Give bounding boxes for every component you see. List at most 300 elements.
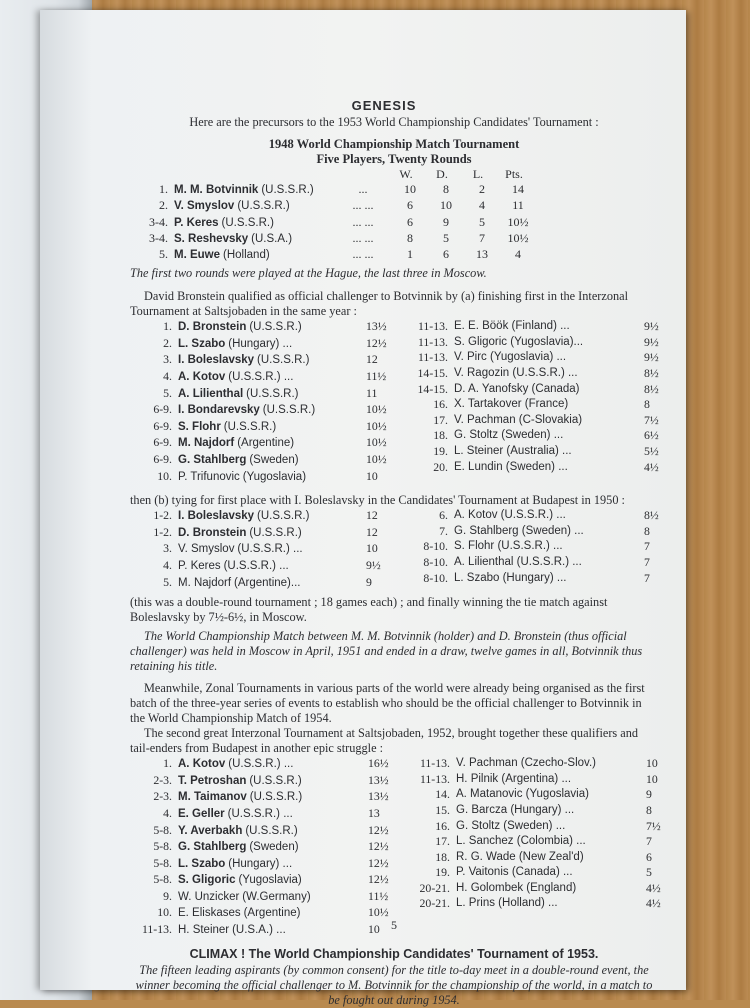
score: 10½ — [366, 418, 387, 433]
table-row — [406, 555, 659, 571]
cell-w: 1 — [407, 247, 413, 262]
table-row — [130, 435, 406, 452]
rank: 4. — [163, 369, 172, 383]
player-name: M. M. Botvinnik — [174, 184, 259, 197]
player-name: G. Stahlberg — [178, 841, 247, 854]
player-entry: H. Pilnik (Argentina) ... — [456, 772, 572, 785]
player — [178, 889, 368, 906]
score: 4½ — [646, 880, 661, 895]
rank: 8-10. — [423, 554, 448, 569]
table-row — [130, 525, 406, 542]
player-country: (U.S.S.R.) — [249, 791, 303, 804]
score: 9½ — [366, 557, 381, 572]
player — [178, 402, 366, 419]
table-row — [406, 335, 659, 351]
rank: 10. — [157, 468, 172, 483]
player-entry: E. Lundin (Sweden) ... — [454, 460, 568, 473]
player-country: (U.S.S.R.) ... — [237, 543, 303, 556]
table-row — [130, 369, 406, 386]
table-row — [406, 460, 659, 476]
cell-pts: 4 — [515, 247, 521, 262]
player-name: S. Flohr — [178, 420, 221, 433]
climax-heading — [130, 945, 658, 963]
score: 7½ — [646, 818, 661, 833]
player-entry: R. G. Wade (New Zeal'd) — [456, 850, 584, 863]
player-entry: L. Steiner (Australia) ... — [454, 444, 572, 457]
rank: 4. — [163, 805, 172, 820]
score: 6½ — [644, 428, 659, 443]
player — [178, 856, 368, 873]
player-country: (Hungary) ... — [228, 337, 293, 350]
score: 12½ — [368, 822, 389, 837]
rank: 3-4. — [149, 230, 168, 245]
player — [178, 789, 368, 806]
player-name: A. Lilienthal — [178, 387, 244, 400]
player — [178, 575, 366, 592]
player-name: I. Boleslavsky — [178, 354, 255, 367]
rank: 2. — [163, 335, 172, 350]
player — [178, 839, 368, 856]
player-country: (Holland) — [223, 249, 270, 262]
cell-pts: 14 — [512, 182, 524, 197]
player-country: (U.S.A.) ... — [232, 924, 286, 937]
table-row — [130, 319, 406, 336]
score: 12 — [366, 508, 378, 523]
leader-dots: ... ... — [352, 230, 374, 245]
player-entry: D. A. Yanofsky (Canada) — [454, 382, 580, 395]
rank: 14. — [435, 787, 450, 802]
table-row — [130, 806, 408, 823]
table-row — [130, 402, 406, 419]
page-content — [130, 98, 661, 1008]
player-entry: V. Pachman (C-Slovakia) — [454, 413, 583, 426]
table2 — [130, 319, 658, 485]
player-country: (U.S.S.R.) — [257, 354, 310, 367]
rank: 10. — [157, 905, 172, 920]
table-row — [130, 541, 406, 558]
table1-header — [388, 167, 658, 182]
player-entry: A. Lilienthal (U.S.S.R.) ... — [454, 555, 582, 568]
player-entry: H. Golombek (England) — [456, 881, 577, 894]
table-row — [406, 508, 659, 524]
score: 8 — [644, 523, 650, 538]
zonal-paragraph: Meanwhile, Zonal Tournaments in various parts of the world were already being organised as the first batch of the three-year series of events to establish who should be the official challenger to Botvinnik in the World Championship Match of 1954. — [130, 681, 645, 726]
player-entry: A. Kotov (U.S.S.R.) ... — [454, 509, 566, 522]
rank: 8-10. — [423, 570, 448, 585]
rank: 1-2. — [153, 508, 172, 523]
player-entry: L. Szabo (Hungary) ... — [454, 571, 567, 584]
score: 12½ — [368, 872, 389, 887]
score: 12½ — [368, 855, 389, 870]
rank: 6. — [439, 508, 448, 523]
player-country: (U.S.S.R.) — [237, 200, 290, 213]
table-row — [408, 850, 661, 866]
score: 6 — [646, 849, 652, 864]
score: 13 — [368, 805, 380, 820]
rank: 16. — [433, 397, 448, 412]
rank: 11-13. — [419, 756, 450, 771]
rank: 5-8. — [153, 872, 172, 887]
player-name: V. Smyslov — [174, 200, 235, 213]
table-row — [408, 819, 661, 835]
player-name: S. Gligoric — [178, 874, 236, 887]
score: 10 — [646, 771, 658, 786]
table-row — [130, 756, 408, 773]
rank: 5. — [163, 385, 172, 400]
player-entry: A. Matanovic (Yugoslavia) — [456, 788, 589, 801]
table-row — [130, 419, 406, 436]
leader-dots: ... ... — [352, 198, 374, 213]
table-row — [130, 789, 408, 806]
header-pts: Pts. — [505, 167, 523, 181]
rank: 5. — [159, 247, 168, 262]
player-name: D. Bronstein — [178, 321, 247, 334]
player-name: W. Unzicker — [178, 890, 240, 903]
player-country: (Argentine) — [237, 437, 295, 450]
table-row — [130, 215, 658, 231]
score: 8½ — [644, 508, 659, 523]
player-country: (Hungary) ... — [228, 857, 293, 870]
table-row — [130, 508, 406, 525]
table3-left — [130, 508, 406, 591]
climax-text: The fifteen leading aspirants (by common consent) for the title to-day meet in a double-round event, the winner becoming the official challenger to M. Botvinnik for the championship of the world, in a match to be fought out during 1954. — [135, 962, 653, 1007]
player-name: D. Bronstein — [178, 526, 247, 539]
player — [178, 452, 366, 469]
table-row — [406, 413, 659, 429]
rank: 14-15. — [417, 381, 448, 396]
rank: 3. — [163, 352, 172, 367]
player-country: (U.S.S.R.) — [246, 387, 299, 400]
player-name: I. Bondarevsky — [178, 404, 260, 417]
player-name: L. Szabo — [178, 857, 226, 870]
player-name: M. Najdorf — [178, 576, 232, 589]
player-name: T. Petroshan — [178, 774, 247, 787]
intro-text: Here are the precursors to the 1953 World Championship Candidates' Tournament : — [189, 115, 599, 129]
score: 9½ — [644, 350, 659, 365]
cell-l: 4 — [479, 198, 485, 213]
player-name: E. Eliskases — [178, 907, 241, 920]
player — [178, 806, 368, 823]
cell-l: 2 — [479, 182, 485, 197]
table-row — [130, 336, 406, 353]
double-round-paragraph: (this was a double-round tournament ; 18 games each) ; and finally winning the tie match against Boleslavsky by 7½-6½, in Moscow. — [130, 595, 608, 625]
player — [178, 319, 366, 336]
player-entry: S. Flohr (U.S.S.R.) ... — [454, 540, 563, 553]
player-entry: X. Tartakover (France) — [454, 398, 569, 411]
rank: 3-4. — [149, 214, 168, 229]
player — [178, 508, 366, 525]
rank: 14-15. — [417, 366, 448, 380]
header-w: W. — [399, 167, 413, 181]
player-name: G. Stahlberg — [178, 453, 247, 466]
rank: 3. — [163, 541, 172, 556]
table4-right — [408, 756, 661, 939]
score: 4½ — [644, 459, 659, 474]
table-row — [406, 350, 659, 366]
rank: 11-13. — [417, 334, 448, 349]
player — [178, 756, 368, 773]
player — [178, 823, 368, 840]
rank: 2-3. — [153, 772, 172, 787]
player-entry: V. Ragozin (U.S.S.R.) ... — [454, 367, 578, 379]
score: 9½ — [644, 334, 659, 349]
player-country: (U.S.S.R.) — [221, 216, 274, 229]
player — [174, 182, 334, 198]
score: 7 — [644, 554, 650, 569]
score: 9 — [366, 574, 372, 589]
rank: 2-3. — [153, 789, 172, 804]
player-country: (U.S.S.R.) ... — [227, 807, 293, 820]
table-row — [406, 571, 659, 587]
rank: 18. — [433, 428, 448, 443]
table-row — [408, 834, 661, 850]
table-row — [408, 756, 661, 772]
player — [178, 352, 366, 369]
score: 9 — [646, 787, 652, 802]
rank: 9. — [163, 888, 172, 903]
rank: 20. — [433, 459, 448, 474]
player-name: A. Kotov — [178, 758, 226, 771]
player-entry: G. Stahlberg (Sweden) ... — [454, 524, 584, 537]
cell-l: 7 — [479, 230, 485, 245]
table1-rows — [130, 182, 658, 263]
qualified-paragraph: David Bronstein qualified as official challenger to Botvinnik by (a) finishing first in the Interzonal Tournament at Saltsjobaden in the same year : — [130, 289, 629, 319]
score: 5 — [646, 865, 652, 880]
rank: 6-9. — [153, 435, 172, 450]
player — [178, 469, 366, 486]
rank: 15. — [435, 802, 450, 817]
table-row — [130, 231, 658, 247]
player — [174, 215, 334, 231]
rank: 8-10. — [423, 539, 448, 554]
player-name: V. Smyslov — [178, 543, 235, 556]
cell-d: 9 — [443, 214, 449, 229]
player-country: (U.S.S.R.) ... — [223, 559, 289, 572]
rank: 18. — [435, 849, 450, 864]
player — [178, 419, 366, 436]
score: 7 — [644, 539, 650, 554]
player-entry: L. Prins (Holland) ... — [456, 897, 558, 910]
cell-pts: 11 — [512, 198, 524, 213]
player-country: (U.S.S.R.) — [261, 184, 314, 197]
table2-left — [130, 319, 406, 485]
player-country: (U.S.S.R.) — [223, 420, 277, 433]
player-name: M. Euwe — [174, 249, 221, 262]
player-country: (Argentine) — [243, 907, 301, 920]
leader-dots: ... — [358, 182, 368, 197]
cell-l: 5 — [479, 214, 485, 229]
player-entry: G. Stoltz (Sweden) ... — [456, 819, 566, 832]
leader-dots: ... ... — [352, 247, 374, 262]
cell-w: 6 — [407, 198, 413, 213]
table-row — [130, 452, 406, 469]
rank: 11-13. — [419, 771, 450, 786]
table-row — [130, 839, 408, 856]
player — [178, 773, 368, 790]
player-country: (W.Germany) — [242, 890, 311, 903]
score: 8 — [644, 397, 650, 412]
player-country: (Yugoslavia) — [238, 874, 302, 887]
player-country: (U.S.S.R.) — [249, 526, 302, 539]
cell-w: 6 — [407, 214, 413, 229]
rank: 5-8. — [153, 839, 172, 854]
table-row — [130, 889, 408, 906]
table-row — [130, 386, 406, 403]
table-row — [408, 803, 661, 819]
player-entry: P. Vaitonis (Canada) ... — [456, 866, 573, 879]
score: 10½ — [366, 402, 387, 417]
score: 10½ — [366, 435, 387, 450]
table-row — [130, 247, 658, 263]
cell-pts: 10½ — [507, 230, 529, 245]
player-name: E. Geller — [178, 807, 225, 820]
score: 12 — [366, 352, 378, 367]
table-row — [130, 469, 406, 486]
rank: 5. — [163, 574, 172, 589]
player-entry: S. Gligoric (Yugoslavia)... — [454, 335, 584, 348]
rank: 7. — [439, 523, 448, 538]
player — [178, 336, 366, 353]
table1-subtitle: Five Players, Twenty Rounds — [316, 152, 472, 166]
table-row — [406, 539, 659, 555]
score: 11½ — [368, 888, 389, 903]
score: 10½ — [368, 905, 389, 920]
page-number: 5 — [391, 918, 397, 932]
score: 12½ — [368, 839, 389, 854]
table3-right — [406, 508, 659, 591]
rank: 19. — [435, 865, 450, 880]
score: 13½ — [366, 319, 387, 334]
table-row — [406, 319, 659, 335]
cell-d: 10 — [440, 198, 452, 213]
player-entry: E. E. Böök (Finland) ... — [454, 320, 570, 333]
table-row — [408, 881, 661, 897]
player-name: P. Trifunovic — [178, 470, 240, 483]
score: 8 — [646, 802, 652, 817]
table-row — [130, 856, 408, 873]
rank: 1. — [163, 756, 172, 771]
table-row — [130, 182, 658, 198]
player-country: (U.S.S.R.) — [245, 824, 298, 837]
player — [178, 369, 366, 386]
player — [178, 872, 368, 889]
player — [178, 541, 366, 558]
player-country: (U.S.S.R.) — [249, 774, 302, 787]
player-name: H. Steiner — [178, 924, 230, 937]
table-row — [130, 823, 408, 840]
table-row — [408, 772, 661, 788]
score: 12 — [366, 524, 378, 539]
rank: 4. — [163, 557, 172, 572]
rank: 1. — [163, 319, 172, 334]
table-row — [130, 872, 408, 889]
player — [178, 558, 366, 575]
rank: 5-8. — [153, 822, 172, 837]
score: 10½ — [366, 451, 387, 466]
score: 12½ — [366, 335, 387, 350]
table-row — [130, 352, 406, 369]
score: 9½ — [644, 319, 659, 334]
player-entry: L. Sanchez (Colombia) ... — [456, 835, 586, 848]
score: 10 — [646, 756, 658, 771]
match-paragraph: The World Championship Match between M. M. Botvinnik (holder) and D. Bronstein (thus official challenger) was held in Moscow in April, 1951 and ended in a draw, twelve games in all, Botvinnik thus retaining his title. — [130, 629, 643, 674]
score: 10 — [366, 468, 378, 483]
player-entry: V. Pachman (Czecho-Slov.) — [456, 757, 596, 770]
player-name: L. Szabo — [178, 337, 226, 350]
table-row — [130, 773, 408, 790]
player-country: (U.S.S.R.) — [257, 510, 310, 523]
leader-dots: ... ... — [352, 214, 374, 229]
score: 13½ — [368, 789, 389, 804]
player-country: (Argentine)... — [234, 576, 301, 589]
rank: 5-8. — [153, 855, 172, 870]
player — [174, 198, 334, 214]
table-row — [406, 382, 659, 398]
header-d: D. — [436, 167, 448, 181]
header-l: L. — [472, 167, 484, 181]
score: 8½ — [644, 381, 659, 396]
score: 7 — [644, 570, 650, 585]
score: 13½ — [368, 772, 389, 787]
table-row — [130, 558, 406, 575]
cell-w: 8 — [407, 230, 413, 245]
player-name: I. Boleslavsky — [178, 510, 255, 523]
score: 7 — [646, 834, 652, 849]
player-entry: G. Barcza (Hungary) ... — [456, 803, 575, 816]
score: 11½ — [366, 369, 387, 383]
player-name: P. Keres — [174, 216, 219, 229]
rank: 2. — [159, 198, 168, 213]
rank: 20-21. — [419, 880, 450, 895]
table2-right — [406, 319, 659, 485]
rank: 16. — [435, 818, 450, 833]
tying-paragraph: then (b) tying for first place with I. Boleslavsky in the Candidates' Tournament at Budapest in 1950 : — [130, 493, 625, 508]
cell-w: 10 — [404, 182, 416, 197]
table1-note: The first two rounds were played at the Hague, the last three in Moscow. — [130, 266, 487, 281]
player-name: S. Reshevsky — [174, 232, 249, 245]
player — [174, 247, 334, 263]
cell-d: 6 — [443, 247, 449, 262]
player-entry: G. Stoltz (Sweden) ... — [454, 429, 564, 442]
table-row — [406, 428, 659, 444]
player — [174, 231, 334, 247]
cell-d: 5 — [443, 230, 449, 245]
rank: 17. — [433, 412, 448, 427]
player-country: (Sweden) — [249, 453, 299, 466]
player-country: (U.S.A.) — [251, 232, 293, 245]
player — [178, 386, 366, 403]
score: 10 — [366, 541, 378, 556]
cell-d: 8 — [443, 182, 449, 197]
rank: 1. — [159, 182, 168, 197]
table1-title: 1948 World Championship Match Tournament — [268, 137, 520, 151]
rank: 11-13. — [417, 350, 448, 365]
score: 10 — [368, 922, 380, 937]
player-country: (U.S.S.R.) — [249, 321, 302, 334]
table-row — [408, 896, 661, 912]
second-interzonal-paragraph: The second great Interzonal Tournament at Saltsjobaden, 1952, brought together these qualifiers and tail-enders from Budapest in another epic struggle : — [130, 726, 639, 756]
score: 4½ — [646, 896, 661, 911]
player-name: M. Najdorf — [178, 437, 235, 450]
player-country: (U.S.S.R.) — [262, 404, 316, 417]
score: 16½ — [368, 756, 389, 771]
score: 7½ — [644, 412, 659, 427]
cell-l: 13 — [476, 247, 488, 262]
table-row — [130, 198, 658, 214]
rank: 11-13. — [417, 319, 448, 334]
player — [178, 525, 366, 542]
player-name: M. Taimanov — [178, 791, 247, 804]
